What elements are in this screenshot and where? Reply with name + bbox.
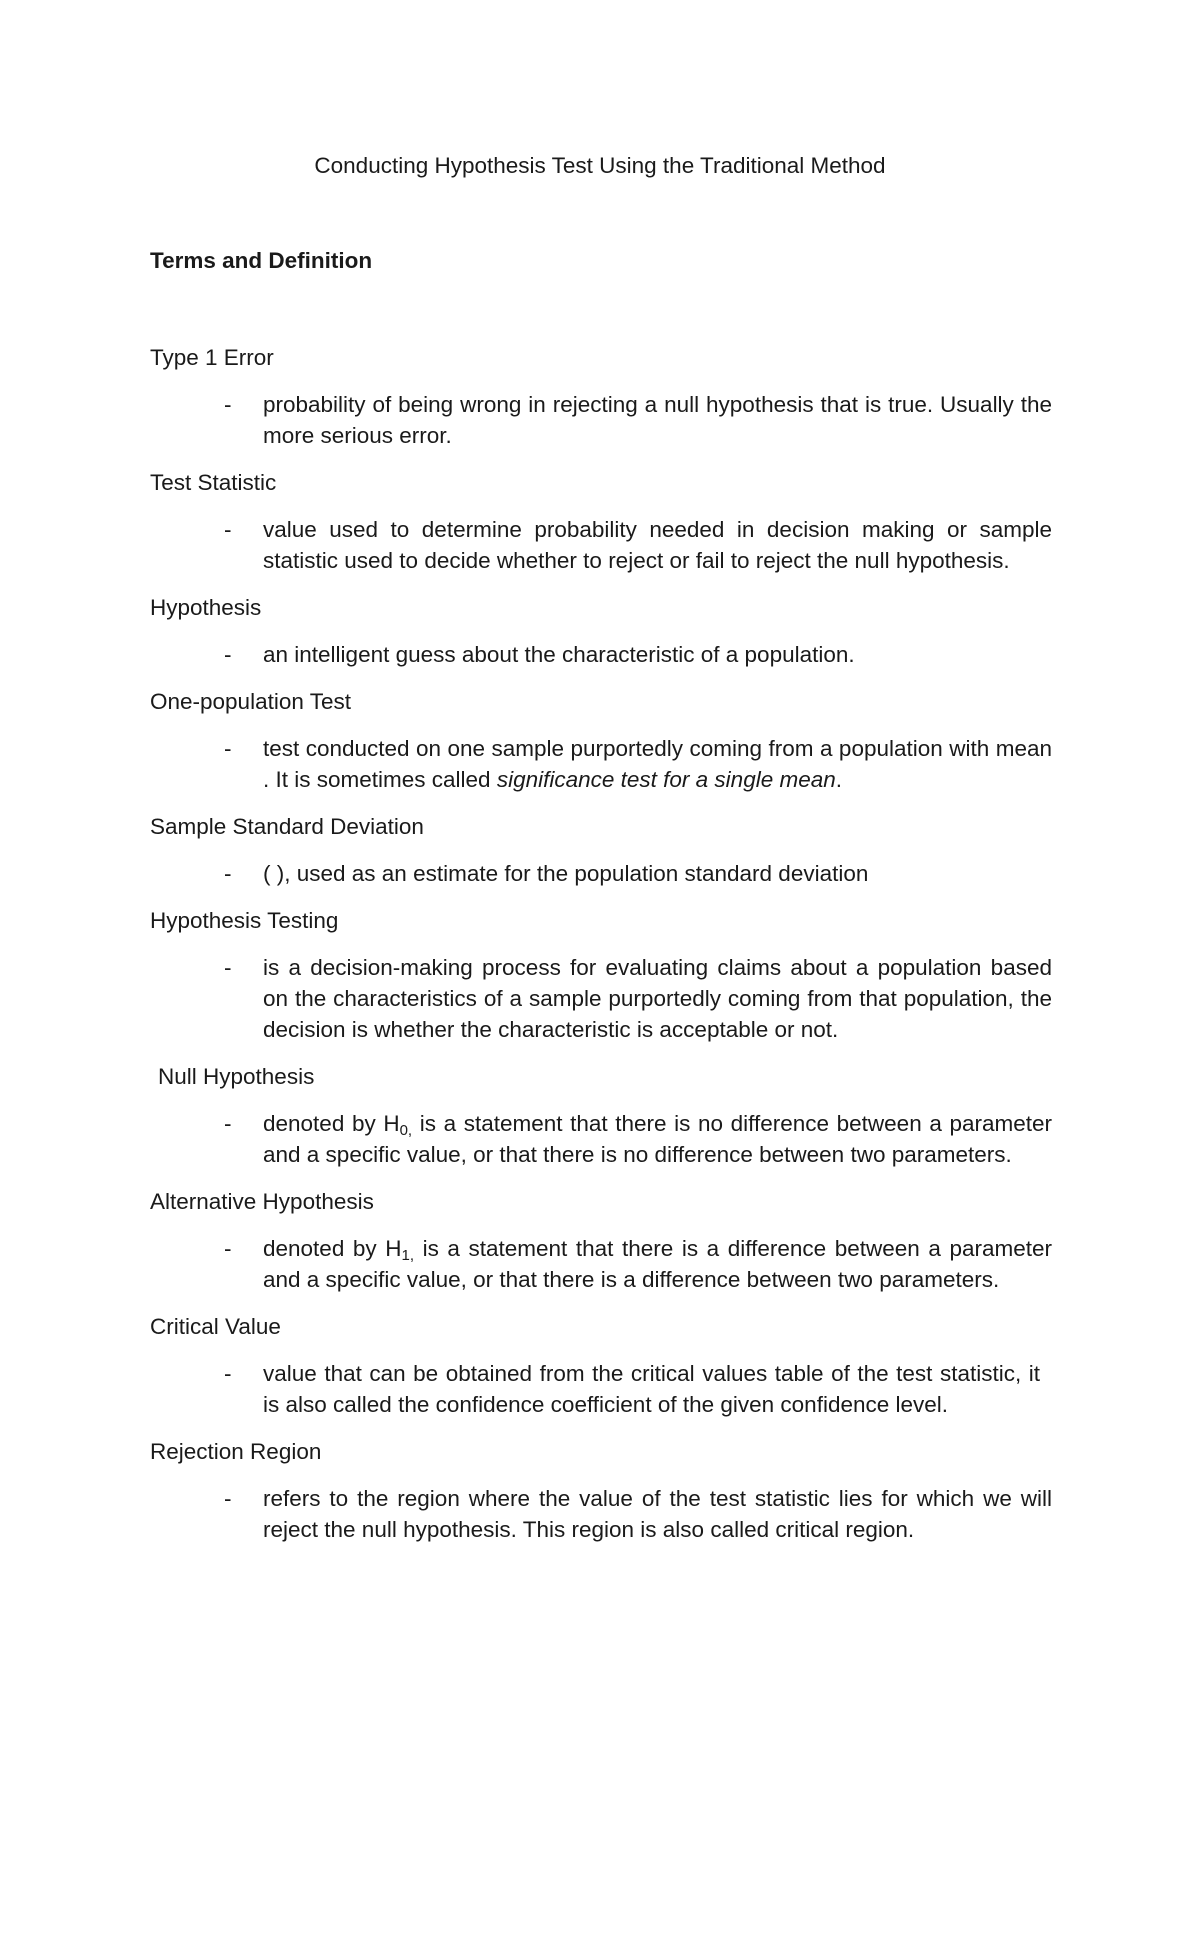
bullet-dash: - [224,736,232,761]
term-definition [150,514,1052,576]
definition-text: ( ), used as an estimate for the population standard deviation [263,861,869,886]
term-name: Rejection Region [150,1439,322,1464]
term-test-statistic [150,467,1052,576]
term-name: Alternative Hypothesis [150,1189,374,1214]
h0-subscript: 0, [399,1122,413,1139]
definition-text: value used to determine probability needed in decision making or sample statistic used to decide whether to reject or fail to reject the null hypothesis. [263,517,1052,573]
definition-text: denoted by H [263,1111,400,1136]
term-rejection-region [150,1436,1052,1545]
definition-italic-text: significance test for a single mean [496,767,836,792]
definition-text-end: . [835,767,843,792]
term-definition [150,639,1052,670]
definition-text: test conducted on one sample purportedly coming from a population with mean . It is sometimes called [263,736,1052,792]
term-name: Critical Value [150,1314,281,1339]
term-critical-value [150,1311,1052,1420]
term-definition [150,1358,1040,1420]
definition-text: denoted by H [263,1236,402,1261]
term-list [150,342,1052,1561]
definition-text-end: is a statement that there is no difference between a parameter and a specific value, or that there is no difference between two parameters. [263,1111,1052,1167]
term-hypothesis-testing [150,905,1052,1045]
definition-text: is a decision-making process for evaluating claims about a population based on the characteristics of a sample purportedly coming from that population, the decision is whether the characteristic is acceptable or not. [263,955,1052,1042]
term-definition [150,858,1052,889]
term-name: Hypothesis Testing [150,908,339,933]
bullet-dash: - [224,861,232,886]
h1-subscript: 1, [401,1247,415,1264]
term-definition [150,952,1052,1045]
term-name: One-population Test [150,689,351,714]
term-one-population-test [150,686,1052,795]
term-definition [150,1483,1052,1545]
term-sample-standard-deviation [150,811,1052,889]
term-name: Type 1 Error [150,345,274,370]
bullet-dash: - [224,1486,232,1511]
term-definition [150,1233,1052,1295]
bullet-dash: - [224,955,232,980]
term-alternative-hypothesis [150,1186,1052,1295]
term-name: Test Statistic [150,470,277,495]
term-definition [150,389,1052,451]
term-definition [150,1108,1052,1170]
section-heading: Terms and Definition [150,248,373,273]
term-name: Sample Standard Deviation [150,814,424,839]
term-hypothesis [150,592,1052,670]
bullet-dash: - [224,517,232,542]
definition-text: an intelligent guess about the characteristic of a population. [263,642,855,667]
term-name: Null Hypothesis [158,1064,315,1089]
page-title: Conducting Hypothesis Test Using the Traditional Method [314,153,886,178]
definition-text: probability of being wrong in rejecting a null hypothesis that is true. Usually the more serious error. [263,392,1052,448]
term-type-1-error [150,342,1052,451]
definition-text: refers to the region where the value of the test statistic lies for which we will reject the null hypothesis. This region is also called critical region. [263,1486,1052,1542]
term-definition [150,733,1052,795]
term-name: Hypothesis [150,595,262,620]
definition-text-end: is a statement that there is a difference between a parameter and a specific value, or that there is a difference between two parameters. [263,1236,1052,1292]
term-null-hypothesis [150,1061,1052,1170]
bullet-dash: - [224,1361,232,1386]
bullet-dash: - [224,392,232,417]
definition-text: value that can be obtained from the critical values table of the test statistic, it is also called the confidence coefficient of the given confidence level. [263,1361,1040,1417]
bullet-dash: - [224,1111,232,1136]
bullet-dash: - [224,1236,232,1261]
bullet-dash: - [224,642,232,667]
